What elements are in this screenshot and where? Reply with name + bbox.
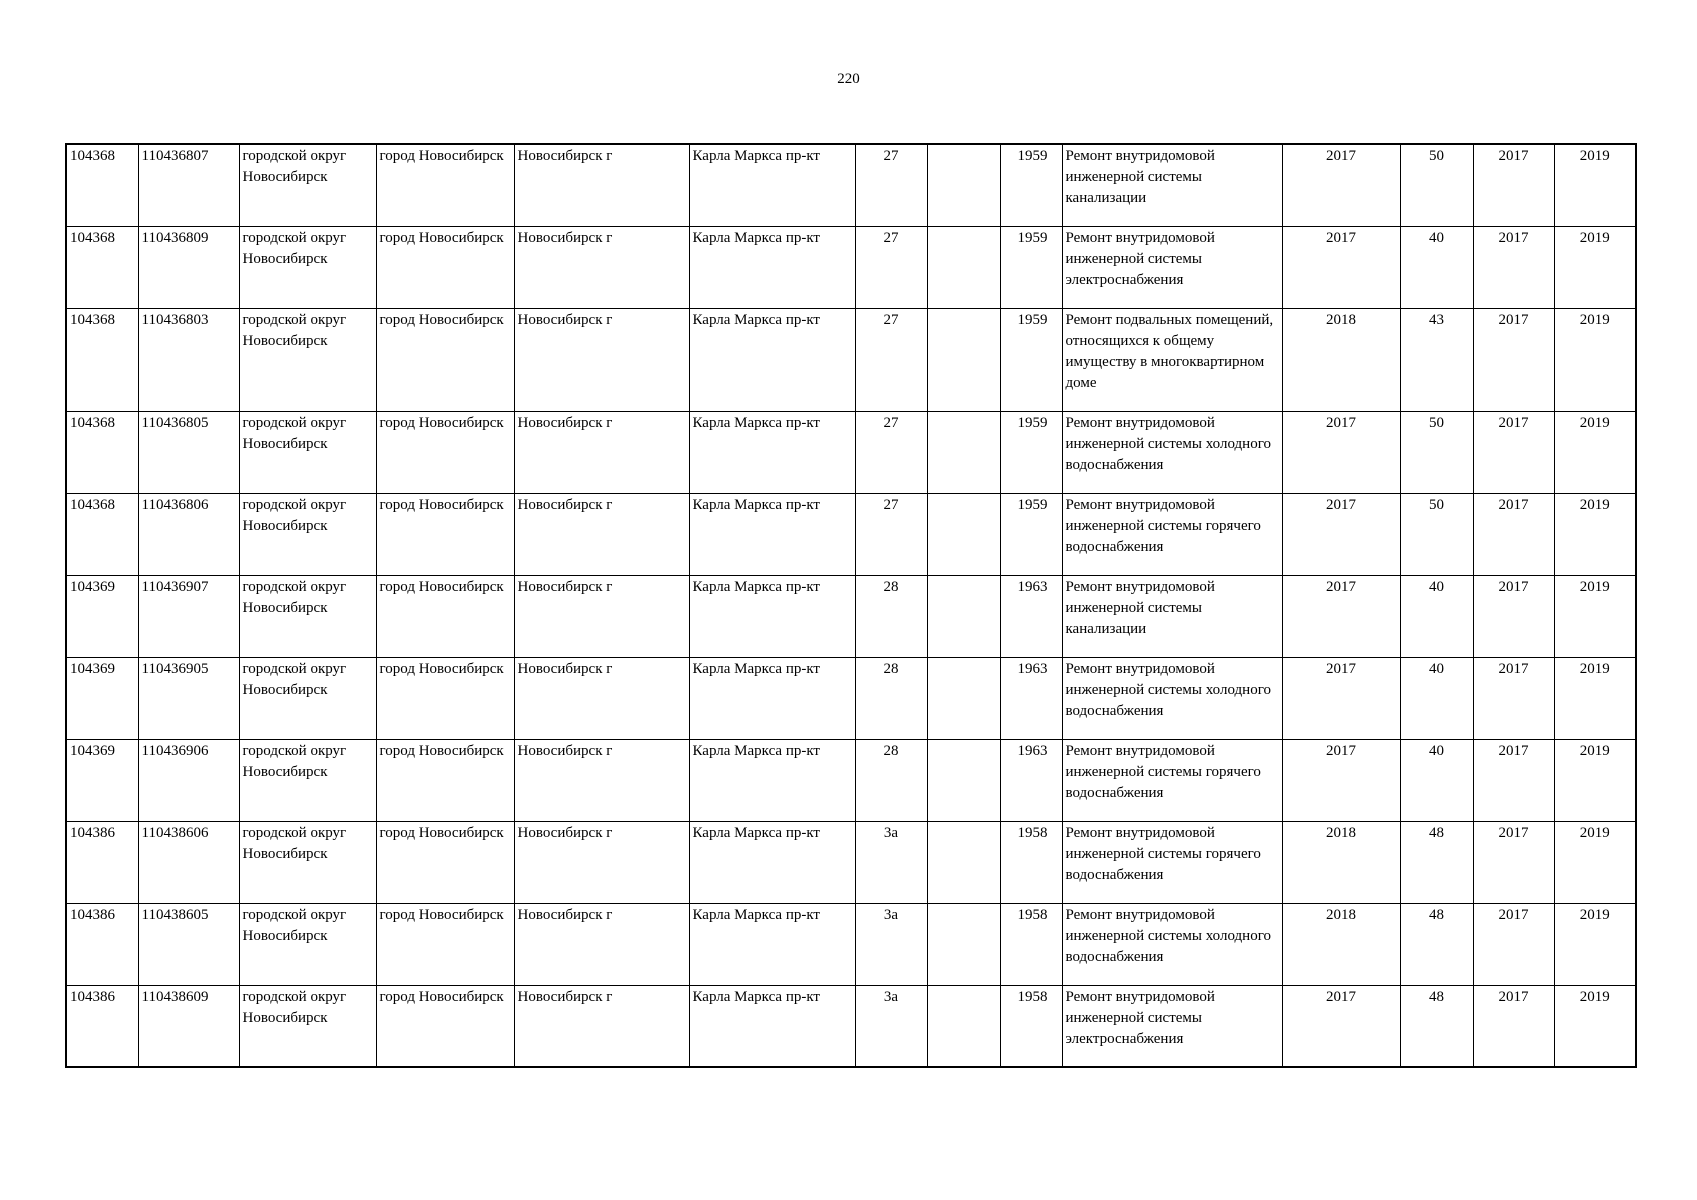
- object-id-cell: 104368: [66, 144, 138, 226]
- period-end-cell: 2019: [1554, 493, 1636, 575]
- work-id-cell: 110438605: [138, 903, 239, 985]
- object-id-cell: 104386: [66, 903, 138, 985]
- house-number-cell: 27: [855, 308, 927, 411]
- building-cell: [927, 308, 1000, 411]
- work-type-cell: Ремонт внутридомовой инженерной системы горячего водоснабжения: [1062, 493, 1282, 575]
- period-end-cell: 2019: [1554, 821, 1636, 903]
- period-end-cell: 2019: [1554, 985, 1636, 1067]
- work-type-cell: Ремонт внутридомовой инженерной системы канализации: [1062, 144, 1282, 226]
- municipality-cell: городской округ Новосибирск: [239, 144, 376, 226]
- work-id-cell: 110436806: [138, 493, 239, 575]
- settlement-cell: город Новосибирск: [376, 657, 514, 739]
- settlement-cell: город Новосибирск: [376, 903, 514, 985]
- locality-cell: Новосибирск г: [514, 226, 689, 308]
- municipality-cell: городской округ Новосибирск: [239, 821, 376, 903]
- repair-year-cell: 2017: [1282, 493, 1400, 575]
- table-body: [66, 144, 1636, 1067]
- municipality-cell: городской округ Новосибирск: [239, 985, 376, 1067]
- street-cell: Карла Маркса пр-кт: [689, 411, 855, 493]
- wear-percent-cell: 50: [1400, 411, 1473, 493]
- period-start-cell: 2017: [1473, 821, 1554, 903]
- construction-year-cell: 1959: [1000, 144, 1062, 226]
- period-start-cell: 2017: [1473, 575, 1554, 657]
- work-id-cell: 110436807: [138, 144, 239, 226]
- wear-percent-cell: 40: [1400, 739, 1473, 821]
- work-type-cell: Ремонт внутридомовой инженерной системы холодного водоснабжения: [1062, 903, 1282, 985]
- period-start-cell: 2017: [1473, 985, 1554, 1067]
- municipality-cell: городской округ Новосибирск: [239, 739, 376, 821]
- locality-cell: Новосибирск г: [514, 575, 689, 657]
- period-start-cell: 2017: [1473, 903, 1554, 985]
- locality-cell: Новосибирск г: [514, 985, 689, 1067]
- work-type-cell: Ремонт внутридомовой инженерной системы холодного водоснабжения: [1062, 657, 1282, 739]
- period-end-cell: 2019: [1554, 739, 1636, 821]
- period-start-cell: 2017: [1473, 657, 1554, 739]
- municipality-cell: городской округ Новосибирск: [239, 411, 376, 493]
- construction-year-cell: 1958: [1000, 821, 1062, 903]
- table-row: [66, 575, 1636, 657]
- object-id-cell: 104386: [66, 985, 138, 1067]
- table-row: [66, 411, 1636, 493]
- municipality-cell: городской округ Новосибирск: [239, 226, 376, 308]
- municipality-cell: городской округ Новосибирск: [239, 657, 376, 739]
- table-row: [66, 985, 1636, 1067]
- building-cell: [927, 657, 1000, 739]
- building-cell: [927, 985, 1000, 1067]
- street-cell: Карла Маркса пр-кт: [689, 226, 855, 308]
- house-number-cell: 27: [855, 226, 927, 308]
- repair-year-cell: 2017: [1282, 657, 1400, 739]
- repair-year-cell: 2017: [1282, 144, 1400, 226]
- locality-cell: Новосибирск г: [514, 308, 689, 411]
- building-cell: [927, 575, 1000, 657]
- period-start-cell: 2017: [1473, 226, 1554, 308]
- municipality-cell: городской округ Новосибирск: [239, 903, 376, 985]
- construction-year-cell: 1959: [1000, 493, 1062, 575]
- work-id-cell: 110436809: [138, 226, 239, 308]
- object-id-cell: 104368: [66, 226, 138, 308]
- repair-year-cell: 2017: [1282, 226, 1400, 308]
- settlement-cell: город Новосибирск: [376, 144, 514, 226]
- object-id-cell: 104369: [66, 657, 138, 739]
- locality-cell: Новосибирск г: [514, 411, 689, 493]
- settlement-cell: город Новосибирск: [376, 821, 514, 903]
- table-row: [66, 308, 1636, 411]
- work-id-cell: 110438606: [138, 821, 239, 903]
- settlement-cell: город Новосибирск: [376, 739, 514, 821]
- wear-percent-cell: 48: [1400, 903, 1473, 985]
- object-id-cell: 104386: [66, 821, 138, 903]
- work-type-cell: Ремонт подвальных помещений, относящихся к общему имуществу в многоквартирном доме: [1062, 308, 1282, 411]
- house-number-cell: 28: [855, 657, 927, 739]
- settlement-cell: город Новосибирск: [376, 308, 514, 411]
- street-cell: Карла Маркса пр-кт: [689, 821, 855, 903]
- construction-year-cell: 1959: [1000, 411, 1062, 493]
- repair-year-cell: 2018: [1282, 903, 1400, 985]
- construction-year-cell: 1958: [1000, 903, 1062, 985]
- street-cell: Карла Маркса пр-кт: [689, 493, 855, 575]
- wear-percent-cell: 40: [1400, 226, 1473, 308]
- locality-cell: Новосибирск г: [514, 657, 689, 739]
- construction-year-cell: 1963: [1000, 657, 1062, 739]
- work-type-cell: Ремонт внутридомовой инженерной системы холодного водоснабжения: [1062, 411, 1282, 493]
- page-number: 220: [837, 71, 860, 87]
- period-start-cell: 2017: [1473, 739, 1554, 821]
- house-number-cell: 27: [855, 411, 927, 493]
- settlement-cell: город Новосибирск: [376, 411, 514, 493]
- house-number-cell: 27: [855, 493, 927, 575]
- street-cell: Карла Маркса пр-кт: [689, 657, 855, 739]
- house-number-cell: 28: [855, 739, 927, 821]
- work-id-cell: 110438609: [138, 985, 239, 1067]
- locality-cell: Новосибирск г: [514, 903, 689, 985]
- construction-year-cell: 1959: [1000, 308, 1062, 411]
- period-end-cell: 2019: [1554, 657, 1636, 739]
- repair-year-cell: 2018: [1282, 308, 1400, 411]
- period-start-cell: 2017: [1473, 493, 1554, 575]
- period-end-cell: 2019: [1554, 144, 1636, 226]
- settlement-cell: город Новосибирск: [376, 985, 514, 1067]
- settlement-cell: город Новосибирск: [376, 575, 514, 657]
- table-row: [66, 821, 1636, 903]
- wear-percent-cell: 40: [1400, 657, 1473, 739]
- work-id-cell: 110436907: [138, 575, 239, 657]
- table-row: [66, 144, 1636, 226]
- building-cell: [927, 903, 1000, 985]
- work-id-cell: 110436905: [138, 657, 239, 739]
- locality-cell: Новосибирск г: [514, 144, 689, 226]
- house-number-cell: 3а: [855, 903, 927, 985]
- street-cell: Карла Маркса пр-кт: [689, 575, 855, 657]
- building-cell: [927, 493, 1000, 575]
- house-number-cell: 28: [855, 575, 927, 657]
- street-cell: Карла Маркса пр-кт: [689, 144, 855, 226]
- house-number-cell: 3а: [855, 821, 927, 903]
- period-end-cell: 2019: [1554, 575, 1636, 657]
- work-type-cell: Ремонт внутридомовой инженерной системы электроснабжения: [1062, 985, 1282, 1067]
- building-cell: [927, 411, 1000, 493]
- repair-year-cell: 2017: [1282, 985, 1400, 1067]
- work-type-cell: Ремонт внутридомовой инженерной системы горячего водоснабжения: [1062, 821, 1282, 903]
- building-cell: [927, 821, 1000, 903]
- work-type-cell: Ремонт внутридомовой инженерной системы электроснабжения: [1062, 226, 1282, 308]
- municipality-cell: городской округ Новосибирск: [239, 308, 376, 411]
- street-cell: Карла Маркса пр-кт: [689, 985, 855, 1067]
- wear-percent-cell: 40: [1400, 575, 1473, 657]
- object-id-cell: 104369: [66, 575, 138, 657]
- period-start-cell: 2017: [1473, 308, 1554, 411]
- period-end-cell: 2019: [1554, 226, 1636, 308]
- locality-cell: Новосибирск г: [514, 821, 689, 903]
- municipality-cell: городской округ Новосибирск: [239, 493, 376, 575]
- construction-year-cell: 1959: [1000, 226, 1062, 308]
- construction-year-cell: 1963: [1000, 739, 1062, 821]
- table-row: [66, 739, 1636, 821]
- wear-percent-cell: 48: [1400, 821, 1473, 903]
- work-id-cell: 110436906: [138, 739, 239, 821]
- building-cell: [927, 739, 1000, 821]
- work-type-cell: Ремонт внутридомовой инженерной системы канализации: [1062, 575, 1282, 657]
- work-id-cell: 110436803: [138, 308, 239, 411]
- construction-year-cell: 1963: [1000, 575, 1062, 657]
- house-number-cell: 3а: [855, 985, 927, 1067]
- object-id-cell: 104368: [66, 411, 138, 493]
- settlement-cell: город Новосибирск: [376, 493, 514, 575]
- building-cell: [927, 226, 1000, 308]
- house-number-cell: 27: [855, 144, 927, 226]
- street-cell: Карла Маркса пр-кт: [689, 308, 855, 411]
- table-row: [66, 493, 1636, 575]
- period-start-cell: 2017: [1473, 144, 1554, 226]
- locality-cell: Новосибирск г: [514, 739, 689, 821]
- table-row: [66, 657, 1636, 739]
- period-start-cell: 2017: [1473, 411, 1554, 493]
- object-id-cell: 104368: [66, 308, 138, 411]
- period-end-cell: 2019: [1554, 308, 1636, 411]
- object-id-cell: 104368: [66, 493, 138, 575]
- municipality-cell: городской округ Новосибирск: [239, 575, 376, 657]
- street-cell: Карла Маркса пр-кт: [689, 903, 855, 985]
- construction-year-cell: 1958: [1000, 985, 1062, 1067]
- repair-year-cell: 2017: [1282, 739, 1400, 821]
- settlement-cell: город Новосибирск: [376, 226, 514, 308]
- period-end-cell: 2019: [1554, 903, 1636, 985]
- wear-percent-cell: 50: [1400, 493, 1473, 575]
- wear-percent-cell: 48: [1400, 985, 1473, 1067]
- building-cell: [927, 144, 1000, 226]
- work-id-cell: 110436805: [138, 411, 239, 493]
- data-table: [65, 143, 1637, 1068]
- period-end-cell: 2019: [1554, 411, 1636, 493]
- locality-cell: Новосибирск г: [514, 493, 689, 575]
- object-id-cell: 104369: [66, 739, 138, 821]
- street-cell: Карла Маркса пр-кт: [689, 739, 855, 821]
- table-row: [66, 903, 1636, 985]
- wear-percent-cell: 43: [1400, 308, 1473, 411]
- repair-year-cell: 2018: [1282, 821, 1400, 903]
- work-type-cell: Ремонт внутридомовой инженерной системы горячего водоснабжения: [1062, 739, 1282, 821]
- table-row: [66, 226, 1636, 308]
- repair-year-cell: 2017: [1282, 575, 1400, 657]
- repair-year-cell: 2017: [1282, 411, 1400, 493]
- wear-percent-cell: 50: [1400, 144, 1473, 226]
